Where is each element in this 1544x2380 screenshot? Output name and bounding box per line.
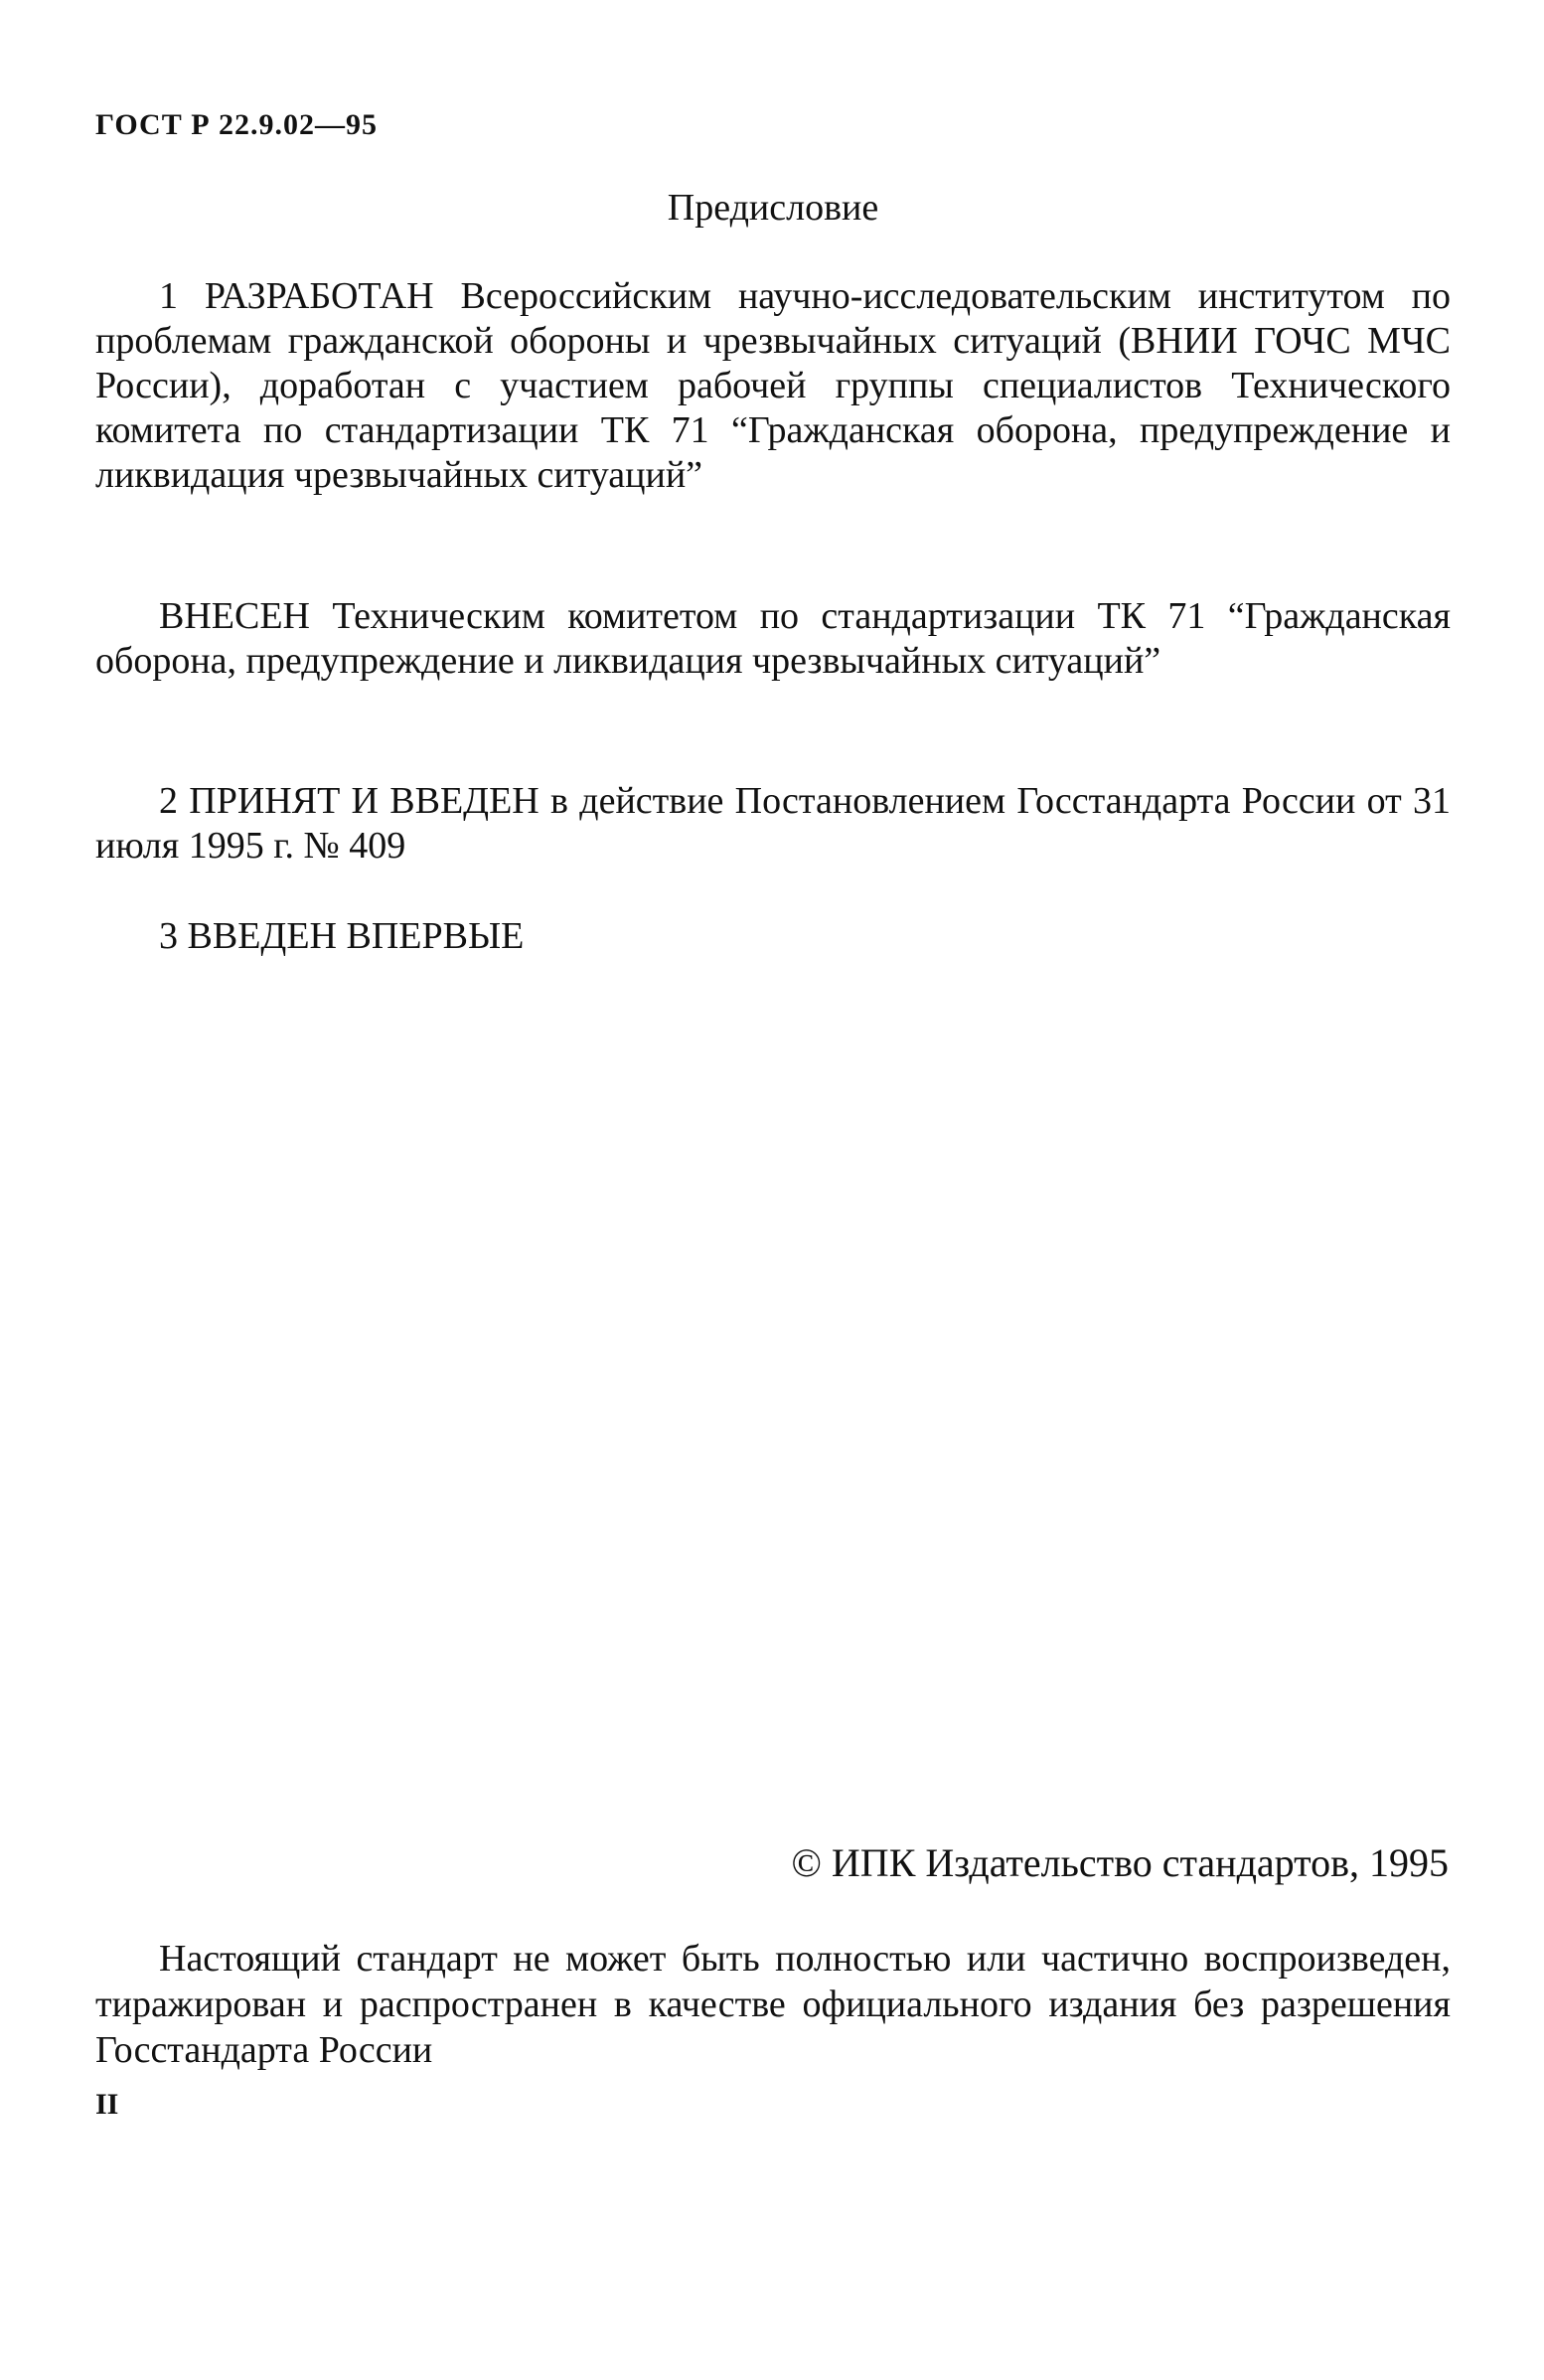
page-number: II	[95, 2088, 119, 2121]
foreword-item-adopted	[95, 779, 1451, 869]
foreword-item-text: в действие Постановлением Госстандарта России от 31 июля 1995 г. № 409	[95, 780, 1451, 867]
foreword-item-introduced	[95, 914, 1451, 959]
foreword-item-text: Техническим комитетом по стандартизации ТК 71 “Гражданская оборона, предупреждение и ликвидация чрезвычайных ситуаций”	[95, 595, 1451, 682]
foreword-title: Предисловие	[667, 187, 879, 229]
foreword-item-lead: 3 ВВЕДЕН ВПЕРВЫЕ	[159, 915, 525, 957]
foreword-item-submitted	[95, 594, 1451, 684]
document-code: ГОСТ Р 22.9.02—95	[95, 108, 379, 141]
foreword-item-text: Всероссийским научно-исследовательским институтом по проблемам гражданской обороны и чрезвычайных ситуаций (ВНИИ ГОЧС МЧС России), доработан с участием рабочей группы специалистов Технического комитета по стандартизации ТК 71 “Гражданская оборона, предупреждение и ликвидация чрезвычайных ситуаций”	[95, 275, 1451, 496]
reproduction-notice: Настоящий стандарт не может быть полностью или частично воспроизведен, тиражирован и распространен в качестве официального издания без разрешения Госстандарта России	[95, 1938, 1451, 2071]
foreword-item-developed	[95, 274, 1451, 498]
foreword-item-lead: ВНЕСЕН	[159, 595, 310, 637]
foreword-item-lead: 1 РАЗРАБОТАН	[159, 275, 434, 317]
copyright-line: © ИПК Издательство стандартов, 1995	[791, 1840, 1449, 1885]
foreword-item-lead: 2 ПРИНЯТ И ВВЕДЕН	[159, 780, 540, 822]
